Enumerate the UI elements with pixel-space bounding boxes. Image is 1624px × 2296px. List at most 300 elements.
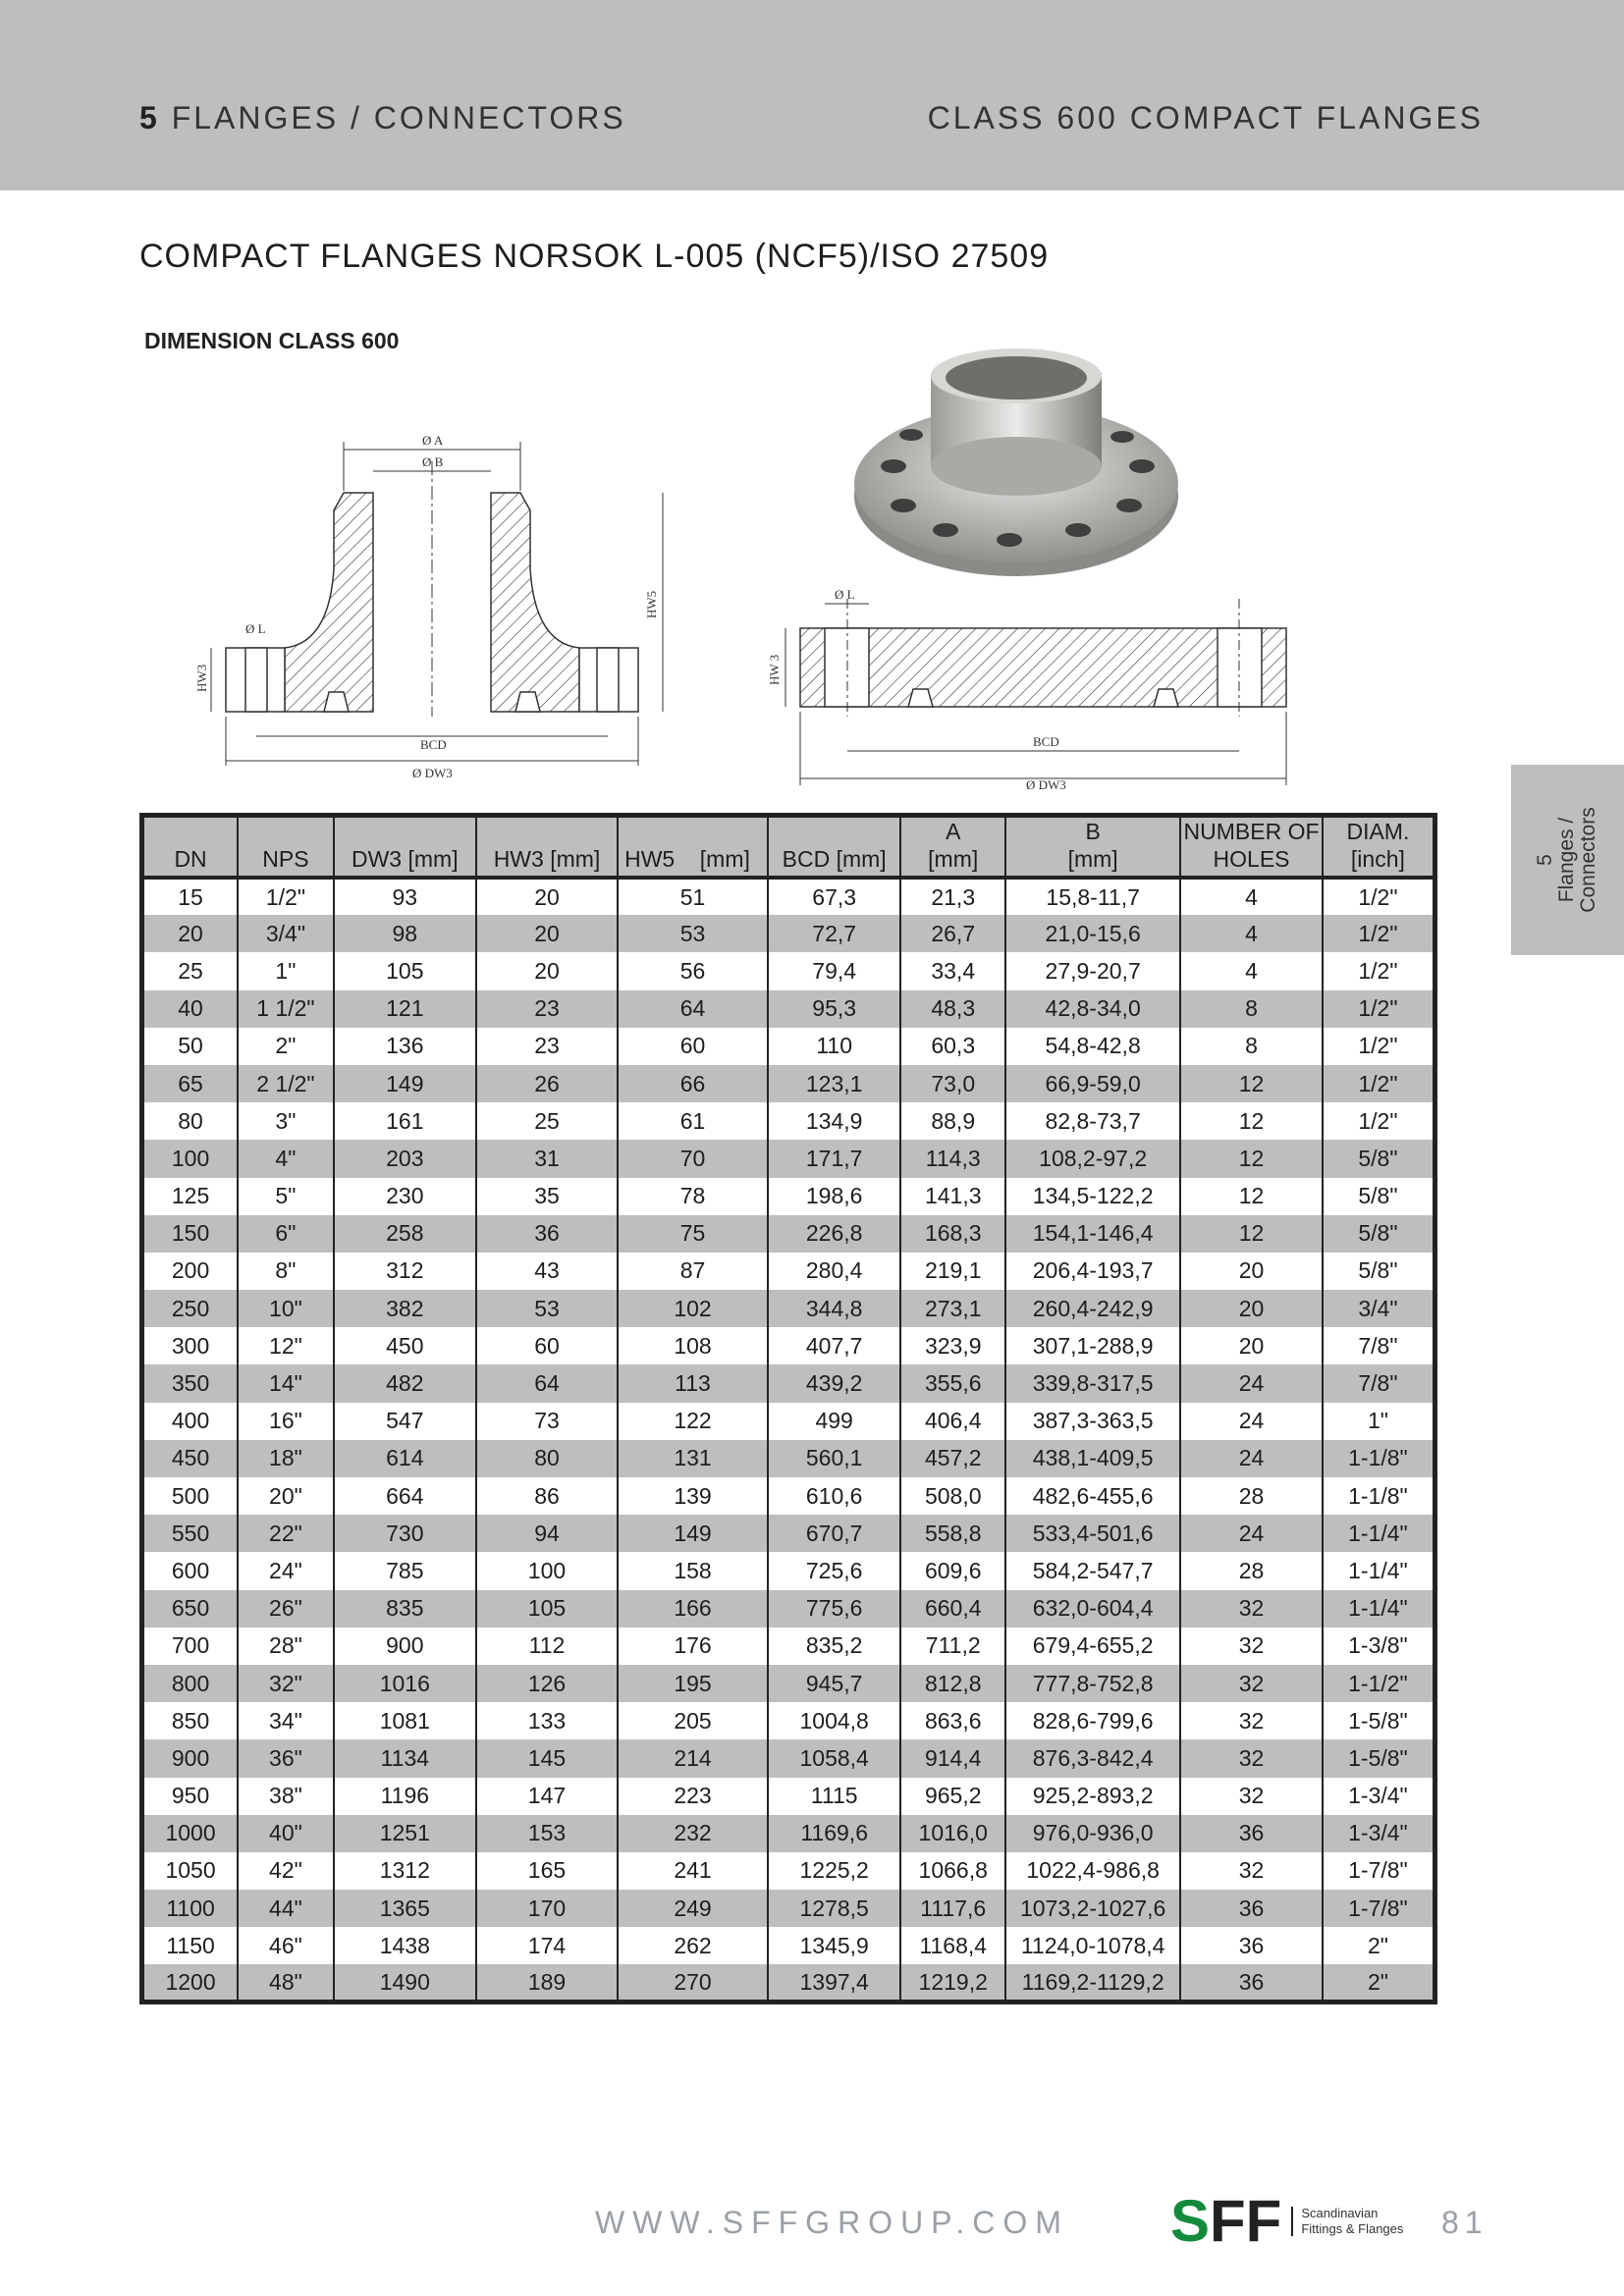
table-cell: 40 (142, 990, 239, 1028)
table-cell: 150 (142, 1215, 239, 1253)
table-cell: 22" (238, 1515, 334, 1552)
table-cell: 2" (238, 1028, 334, 1065)
table-cell: 12" (238, 1327, 334, 1364)
table-cell: 355,6 (900, 1364, 1005, 1402)
table-cell: 812,8 (900, 1665, 1005, 1702)
table-cell: 100 (476, 1552, 618, 1589)
table-cell: 32 (1180, 1590, 1323, 1628)
table-cell: 1219,2 (900, 1964, 1005, 2002)
table-cell: 25 (178, 957, 203, 984)
table-cell: 32 (1180, 1778, 1323, 1815)
table-cell: 914,4 (900, 1739, 1005, 1777)
svg-text:Ø L: Ø L (245, 621, 266, 636)
table-cell: 125 (171, 1183, 210, 1209)
table-header-row (142, 816, 1435, 879)
table-cell: 66,9-59,0 (1005, 1065, 1180, 1102)
table-cell: 110 (768, 1028, 900, 1065)
column-header: HW5 [mm] (618, 816, 768, 879)
table-cell: 28 (1180, 1552, 1323, 1589)
table-cell: 205 (618, 1702, 768, 1739)
table-cell: 4" (238, 1140, 334, 1177)
table-row (142, 1890, 1435, 1927)
table-cell: 51 (618, 878, 768, 915)
table-cell: 241 (618, 1852, 768, 1890)
table-cell: 1" (1323, 1403, 1435, 1440)
table-cell: 189 (476, 1964, 618, 2002)
svg-text:HW 3: HW 3 (767, 654, 782, 685)
table-cell: 72,7 (768, 915, 900, 952)
table-cell: 407,7 (768, 1327, 900, 1364)
column-header: DIAM. [inch] (1323, 816, 1435, 879)
table-cell: 482,6-455,6 (1005, 1477, 1180, 1515)
table-cell: 86 (476, 1477, 618, 1515)
table-cell: 32 (1180, 1702, 1323, 1739)
table-cell: 1115 (768, 1778, 900, 1815)
table-cell: 1100 (142, 1890, 239, 1927)
table-cell: 1169,2-1129,2 (1005, 1964, 1180, 2002)
table-cell: 609,6 (900, 1552, 1005, 1589)
table-cell: 147 (476, 1778, 618, 1815)
table-cell: 1-3/8" (1323, 1628, 1435, 1665)
table-row (142, 1364, 1435, 1402)
sff-logo: S FF Scandinavian Fittings & Flanges (1170, 2188, 1404, 2254)
table-row (142, 1665, 1435, 1702)
table-cell: 900 (142, 1739, 239, 1777)
table-cell: 78 (618, 1178, 768, 1215)
table-row (142, 1852, 1435, 1890)
table-cell: 1196 (334, 1778, 476, 1815)
table-cell: 168,3 (900, 1215, 1005, 1253)
table-cell: 387,3-363,5 (1005, 1403, 1180, 1440)
table-cell: 8 (1180, 1028, 1323, 1065)
table-cell: 214 (618, 1739, 768, 1777)
table-cell: 1365 (334, 1890, 476, 1927)
table-cell: 1/2" (238, 878, 334, 915)
table-row (142, 1253, 1435, 1290)
table-cell: 2 1/2" (238, 1065, 334, 1102)
table-cell: 1-1/8" (1323, 1477, 1435, 1515)
table-cell: 450 (334, 1327, 476, 1364)
table-cell: 46" (238, 1927, 334, 1964)
page-title: COMPACT FLANGES NORSOK L-005 (NCF5)/ISO 27509 (139, 238, 1050, 275)
table-cell: 230 (334, 1178, 476, 1215)
table-cell: 5/8" (1323, 1140, 1435, 1177)
table-cell: 945,7 (768, 1665, 900, 1702)
table-cell: 105 (476, 1590, 618, 1628)
table-cell: 1-7/8" (1323, 1852, 1435, 1890)
table-cell: 775,6 (768, 1590, 900, 1628)
table-cell: 3" (238, 1102, 334, 1140)
table-cell: 1150 (166, 1932, 215, 1958)
table-cell: 828,6-799,6 (1005, 1702, 1180, 1739)
table-row (142, 1102, 1435, 1140)
table-cell: 15,8-11,7 (1005, 878, 1180, 915)
table-cell: 307,1-288,9 (1005, 1327, 1180, 1364)
table-cell: 262 (618, 1927, 768, 1964)
table-cell: 113 (618, 1364, 768, 1402)
table-cell: 1168,4 (900, 1927, 1005, 1964)
table-cell: 344,8 (768, 1290, 900, 1327)
table-cell: 8 (1180, 990, 1323, 1028)
table-cell: 20 (476, 878, 618, 915)
table-row (142, 915, 1435, 952)
table-cell: 1058,4 (768, 1739, 900, 1777)
table-cell: 50 (178, 1033, 203, 1059)
table-cell: 60 (618, 1028, 768, 1065)
table-cell: 18" (238, 1440, 334, 1477)
table-cell: 60,3 (900, 1028, 1005, 1065)
table-cell: 270 (618, 1964, 768, 2002)
table-row (142, 1440, 1435, 1477)
table-cell: 15 (178, 883, 203, 910)
table-cell: 23 (476, 1028, 618, 1065)
table-cell: 2" (1323, 1927, 1435, 1964)
table-cell: 777,8-752,8 (1005, 1665, 1180, 1702)
table-row (142, 1739, 1435, 1777)
table-cell: 2" (1323, 1964, 1435, 2002)
table-cell: 1-1/8" (1323, 1440, 1435, 1477)
table-cell: 94 (476, 1515, 618, 1552)
table-cell: 23 (476, 990, 618, 1028)
table-cell: 141,3 (900, 1178, 1005, 1215)
table-cell: 53 (618, 915, 768, 952)
table-row (142, 1327, 1435, 1364)
table-cell: 10" (238, 1290, 334, 1327)
table-cell: 1 1/2" (238, 990, 334, 1028)
table-cell: 1081 (334, 1702, 476, 1739)
table-cell: 79,4 (768, 952, 900, 989)
table-cell: 48,3 (900, 990, 1005, 1028)
table-cell: 260,4-242,9 (1005, 1290, 1180, 1327)
table-cell: 24" (238, 1552, 334, 1589)
table-row (142, 1140, 1435, 1177)
table-cell: 149 (618, 1515, 768, 1552)
table-cell: 1-1/4" (1323, 1590, 1435, 1628)
table-cell: 80 (178, 1107, 203, 1134)
table-cell: 1050 (165, 1857, 216, 1884)
table-cell: 53 (476, 1290, 618, 1327)
table-row (142, 1290, 1435, 1327)
table-cell: 1/2" (1323, 990, 1435, 1028)
table-cell: 1-3/4" (1323, 1815, 1435, 1852)
table-cell: 36 (1180, 1890, 1323, 1927)
table-row (142, 1178, 1435, 1215)
table-cell: 1004,8 (768, 1702, 900, 1739)
table-cell: 102 (618, 1290, 768, 1327)
table-cell: 56 (618, 952, 768, 989)
table-cell: 835,2 (768, 1628, 900, 1665)
table-cell: 439,2 (768, 1364, 900, 1402)
table-cell: 711,2 (900, 1628, 1005, 1665)
table-cell: 1/2" (1323, 878, 1435, 915)
table-row (142, 952, 1435, 989)
table-cell: 650 (142, 1590, 239, 1628)
table-cell: 1022,4-986,8 (1005, 1852, 1180, 1890)
table-row (142, 1927, 1435, 1964)
table-cell: 21,0-15,6 (1005, 915, 1180, 952)
table-cell: 195 (618, 1665, 768, 1702)
table-cell: 1-7/8" (1323, 1890, 1435, 1927)
table-cell: 64 (618, 990, 768, 1028)
table-cell: 950 (171, 1783, 210, 1809)
column-header: DW3 [mm] (334, 816, 476, 879)
table-cell: 32 (1180, 1665, 1323, 1702)
column-header: B [mm] (1005, 816, 1180, 879)
svg-text:Ø DW3: Ø DW3 (412, 766, 453, 780)
table-cell: 26" (238, 1590, 334, 1628)
table-row (142, 1702, 1435, 1739)
subtitle: DIMENSION CLASS 600 (144, 328, 400, 353)
table-cell: 1066,8 (900, 1852, 1005, 1890)
table-cell: 547 (334, 1403, 476, 1440)
table-cell: 600 (171, 1557, 210, 1583)
page-number: 81 (1441, 2205, 1489, 2240)
table-cell: 82,8-73,7 (1005, 1102, 1180, 1140)
table-cell: 134,5-122,2 (1005, 1178, 1180, 1215)
table-cell: 200 (171, 1257, 210, 1284)
table-cell: 500 (171, 1482, 210, 1509)
table-cell: 1-1/4" (1323, 1515, 1435, 1552)
table-cell: 965,2 (900, 1778, 1005, 1815)
column-header: A [mm] (900, 816, 1005, 879)
table-row (142, 1515, 1435, 1552)
table-cell: 249 (618, 1890, 768, 1927)
table-cell: 36 (476, 1215, 618, 1253)
table-row (142, 1477, 1435, 1515)
table-row (142, 878, 1435, 915)
table-cell: 3/4" (238, 915, 334, 952)
table-cell: 664 (334, 1477, 476, 1515)
table-cell: 1-3/4" (1323, 1778, 1435, 1815)
table-cell: 12 (1180, 1140, 1323, 1177)
table-cell: 40" (238, 1815, 334, 1852)
table-cell: 610,6 (768, 1477, 900, 1515)
table-cell: 153 (476, 1815, 618, 1852)
table-cell: 1345,9 (768, 1927, 900, 1964)
table-cell: 457,2 (900, 1440, 1005, 1477)
table-cell: 36 (1180, 1964, 1323, 2002)
table-cell: 133 (476, 1702, 618, 1739)
table-cell: 1312 (334, 1852, 476, 1890)
table-cell: 1016,0 (900, 1815, 1005, 1852)
table-cell: 95,3 (768, 990, 900, 1028)
table-cell: 73 (476, 1403, 618, 1440)
table-cell: 98 (334, 915, 476, 952)
table-cell: 75 (618, 1215, 768, 1253)
column-header: NPS (238, 816, 334, 879)
table-cell: 280,4 (768, 1253, 900, 1290)
table-cell: 20 (142, 915, 239, 952)
table-cell: 5" (238, 1178, 334, 1215)
table-cell: 158 (618, 1552, 768, 1589)
table-cell: 1/2" (1323, 915, 1435, 952)
table-cell: 32 (1180, 1739, 1323, 1777)
table-cell: 4 (1180, 915, 1323, 952)
table-cell: 835 (334, 1590, 476, 1628)
table-cell: 12 (1180, 1065, 1323, 1102)
table-cell: 166 (618, 1590, 768, 1628)
table-cell: 126 (476, 1665, 618, 1702)
table-cell: 33,4 (900, 952, 1005, 989)
table-cell: 88,9 (900, 1102, 1005, 1140)
svg-text:Ø A: Ø A (422, 433, 444, 448)
table-cell: 42" (238, 1852, 334, 1890)
table-cell: 26,7 (900, 915, 1005, 952)
table-cell: 31 (476, 1140, 618, 1177)
table-cell: 64 (476, 1364, 618, 1402)
table-cell: 850 (171, 1707, 210, 1734)
table-cell: 12 (1180, 1178, 1323, 1215)
table-cell: 679,4-655,2 (1005, 1628, 1180, 1665)
table-cell: 660,4 (900, 1590, 1005, 1628)
table-cell: 670,7 (768, 1515, 900, 1552)
table-cell: 38" (238, 1778, 334, 1815)
table-cell: 32 (1180, 1628, 1323, 1665)
table-cell: 339,8-317,5 (1005, 1364, 1180, 1402)
table-cell: 1/2" (1323, 952, 1435, 989)
table-cell: 584,2-547,7 (1005, 1552, 1180, 1589)
table-cell: 24 (1180, 1403, 1323, 1440)
table-cell: 700 (171, 1632, 210, 1659)
table-cell: 258 (334, 1215, 476, 1253)
table-cell: 67,3 (768, 878, 900, 915)
table-cell: 482 (334, 1364, 476, 1402)
table-cell: 1438 (334, 1927, 476, 1964)
table-cell: 54,8-42,8 (1005, 1028, 1180, 1065)
table-cell: 112 (476, 1628, 618, 1665)
table-cell: 24 (1180, 1515, 1323, 1552)
table-cell: 139 (618, 1477, 768, 1515)
table-cell: 1/2" (1323, 1065, 1435, 1102)
flange-photo (852, 348, 1181, 579)
table-row (142, 1028, 1435, 1065)
table-cell: 1225,2 (768, 1852, 900, 1890)
table-row (142, 1590, 1435, 1628)
table-cell: 44" (238, 1890, 334, 1927)
table-cell: 8" (238, 1253, 334, 1290)
table-cell: 36 (1180, 1927, 1323, 1964)
table-cell: 14" (238, 1364, 334, 1402)
table-row (142, 1215, 1435, 1253)
table-cell: 123,1 (768, 1065, 900, 1102)
table-row (142, 990, 1435, 1028)
table-cell: 20" (238, 1477, 334, 1515)
svg-text:Ø B: Ø B (422, 454, 444, 469)
table-cell: 35 (476, 1178, 618, 1215)
table-cell: 61 (618, 1102, 768, 1140)
table-cell: 5/8" (1323, 1253, 1435, 1290)
table-cell: 1073,2-1027,6 (1005, 1890, 1180, 1927)
table-cell: 312 (334, 1253, 476, 1290)
table-cell: 66 (618, 1065, 768, 1102)
table-cell: 1/2" (1323, 1102, 1435, 1140)
table-cell: 350 (142, 1364, 239, 1402)
table-cell: 1169,6 (768, 1815, 900, 1852)
table-cell: 176 (618, 1628, 768, 1665)
table-cell: 438,1-409,5 (1005, 1440, 1180, 1477)
table-cell: 122 (618, 1403, 768, 1440)
website-link[interactable]: WWW.SFFGROUP.COM (595, 2205, 1069, 2240)
dimension-table (139, 813, 1437, 2004)
table-cell: 105 (334, 952, 476, 989)
table-cell: 3/4" (1323, 1290, 1435, 1327)
table-cell: 24 (1180, 1440, 1323, 1477)
table-cell: 42,8-34,0 (1005, 990, 1180, 1028)
column-header: BCD [mm] (768, 816, 900, 879)
table-cell: 550 (142, 1515, 239, 1552)
table-cell: 80 (476, 1440, 618, 1477)
side-tab[interactable]: 5 Flanges / Connectors (1511, 765, 1624, 955)
table-cell: 87 (618, 1253, 768, 1290)
table-cell: 6" (238, 1215, 334, 1253)
table-cell: 300 (171, 1332, 210, 1359)
table-cell: 614 (334, 1440, 476, 1477)
svg-text:HW3: HW3 (194, 664, 209, 692)
table-cell: 925,2-893,2 (1005, 1778, 1180, 1815)
svg-text:BCD: BCD (1033, 734, 1059, 749)
table-cell: 450 (142, 1440, 239, 1477)
table-cell: 100 (142, 1140, 239, 1177)
table-cell: 533,4-501,6 (1005, 1515, 1180, 1552)
table-cell: 32" (238, 1665, 334, 1702)
table-cell: 206,4-193,7 (1005, 1253, 1180, 1290)
table-cell: 48" (238, 1964, 334, 2002)
table-cell: 36" (238, 1739, 334, 1777)
table-cell: 1200 (142, 1964, 239, 2002)
table-cell: 26 (476, 1065, 618, 1102)
table-cell: 165 (476, 1852, 618, 1890)
table-cell: 976,0-936,0 (1005, 1815, 1180, 1852)
table-cell: 161 (334, 1102, 476, 1140)
table-cell: 108,2-97,2 (1005, 1140, 1180, 1177)
column-header: HW3 [mm] (476, 816, 618, 879)
table-cell: 800 (142, 1665, 239, 1702)
table-cell: 7/8" (1323, 1327, 1435, 1364)
table-row (142, 1065, 1435, 1102)
table-cell: 1" (238, 952, 334, 989)
table-cell: 34" (238, 1702, 334, 1739)
table-cell: 28 (1180, 1477, 1323, 1515)
table-cell: 232 (618, 1815, 768, 1852)
table-row (142, 1552, 1435, 1589)
table-cell: 5/8" (1323, 1215, 1435, 1253)
table-cell: 20 (1180, 1253, 1323, 1290)
table-cell: 900 (334, 1628, 476, 1665)
table-row (142, 1403, 1435, 1440)
table-cell: 1000 (142, 1815, 239, 1852)
table-cell: 4 (1180, 952, 1323, 989)
table-cell: 1/2" (1323, 1028, 1435, 1065)
table-cell: 323,9 (900, 1327, 1005, 1364)
table-cell: 785 (334, 1552, 476, 1589)
section-title: 5 FLANGES / CONNECTORS (139, 100, 626, 135)
table-cell: 36 (1180, 1815, 1323, 1852)
table-cell: 70 (618, 1140, 768, 1177)
table-cell: 400 (171, 1408, 210, 1434)
table-cell: 60 (476, 1327, 618, 1364)
table-cell: 632,0-604,4 (1005, 1590, 1180, 1628)
header-right-title: CLASS 600 COMPACT FLANGES (927, 100, 1484, 135)
table-cell: 558,8 (900, 1515, 1005, 1552)
table-cell: 20 (476, 952, 618, 989)
svg-text:HW5: HW5 (644, 590, 659, 618)
table-cell: 154,1-146,4 (1005, 1215, 1180, 1253)
table-cell: 1-1/4" (1323, 1552, 1435, 1589)
table-cell: 174 (476, 1927, 618, 1964)
table-cell: 725,6 (768, 1552, 900, 1589)
table-cell: 1278,5 (768, 1890, 900, 1927)
table-cell: 1490 (334, 1964, 476, 2002)
